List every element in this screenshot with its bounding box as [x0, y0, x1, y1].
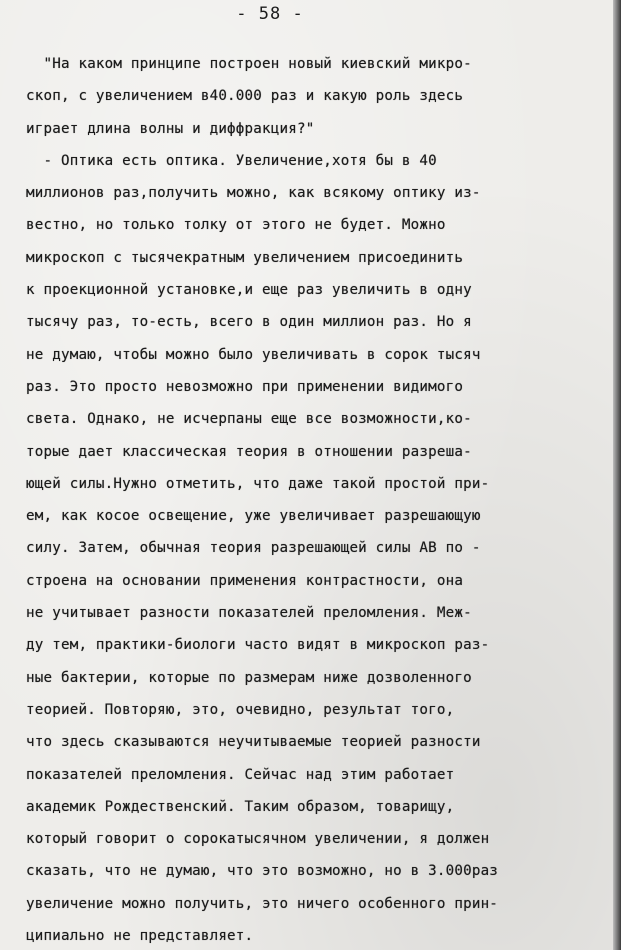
text-line: вестно, но только толку от этого не будет. Можно	[26, 217, 446, 234]
text-line: показателей преломления. Сейчас над этим работает	[26, 766, 455, 783]
text-line: ные бактерии, которые по размерам ниже дозволенного	[26, 669, 472, 686]
text-line: - Оптика есть оптика. Увеличение,хотя бы в 40	[26, 152, 437, 169]
text-line: теорией. Повторяю, это, очевидно, результат того,	[26, 701, 455, 718]
text-line: что здесь сказываются неучитываемые теорией разности	[26, 734, 481, 751]
text-line: ду тем, практики-биологи часто видят в микроскоп раз-	[26, 637, 490, 654]
text-line: миллионов раз,получить можно, как всякому оптику из-	[26, 185, 481, 202]
text-line: скоп, с увеличением в40.000 раз и какую роль здесь	[26, 88, 464, 105]
text-line: ципиально не представляет.	[26, 928, 254, 945]
text-line: академик Рождественский. Таким образом, товарищу,	[26, 798, 455, 815]
text-line: не учитывает разности показателей преломления. Меж-	[26, 605, 472, 622]
body-text	[26, 48, 591, 950]
text-line: не думаю, чтобы можно было увеличивать в сорок тысяч	[26, 346, 481, 363]
text-line: раз. Это просто невозможно при применении видимого	[26, 378, 464, 395]
text-line: силу. Затем, обычная теория разрешающей силы АВ по -	[26, 540, 481, 557]
text-line: играет длина волны и диффракция?"	[26, 120, 315, 137]
page-number: - 58 -	[236, 4, 304, 24]
text-line: сказать, что не думаю, что это возможно, но в 3.000раз	[26, 863, 499, 880]
text-line: который говорит о сорокатысячном увеличении, я должен	[26, 831, 490, 848]
page-edge-shadow	[613, 0, 621, 950]
text-line: тысячу раз, то-есть, всего в один миллион раз. Но я	[26, 314, 472, 331]
text-line: строена на основании применения контрастности, она	[26, 572, 464, 589]
text-line: "На каком принципе построен новый киевский микро-	[26, 56, 472, 72]
text-line: торые дает классическая теория в отношении разреша-	[26, 443, 472, 460]
text-line: ющей силы.Нужно отметить, что даже такой простой при-	[26, 475, 490, 492]
text-line: света. Однако, не исчерпаны еще все возможности,ко-	[26, 411, 472, 428]
text-line: к проекционной установке,и еще раз увеличить в одну	[26, 282, 472, 299]
text-line: увеличение можно получить, это ничего особенного прин-	[26, 895, 499, 912]
text-line: микроскоп с тысячекратным увеличением присоединить	[26, 249, 464, 266]
text-line: ем, как косое освещение, уже увеличивает разрешающую	[26, 508, 481, 525]
